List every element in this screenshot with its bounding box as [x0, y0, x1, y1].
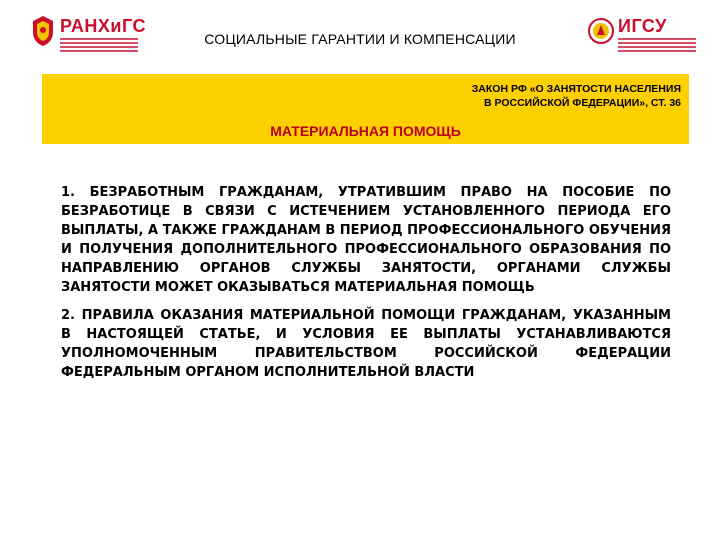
ranepa-emblem-icon	[30, 14, 56, 48]
section-banner	[42, 74, 689, 144]
paragraph-1: 1. БЕЗРАБОТНЫМ ГРАЖДАНАМ, УТРАТИВШИМ ПРАВО НА ПОСОБИЕ ПО БЕЗРАБОТИЦЕ В СВЯЗИ С ИСТЕЧЕНИЕМ УСТАНОВЛЕННОГО ПЕРИОДА ЕГО ВЫПЛАТЫ, А ТАКЖЕ ГРАЖДАНАМ В ПЕРИОД ПРОФЕССИОНАЛЬНОГО ОБУЧЕНИЯ И ПОЛУЧЕНИЯ ДОПОЛНИТЕЛЬНОГО ПРОФЕССИОНАЛЬНОГО ОБРАЗОВАНИЯ ПО НАПРАВЛЕНИЮ ОРГАНОВ СЛУЖБЫ ЗАНЯТОСТИ, ОРГАНАМИ СЛУЖБЫ ЗАНЯТОСТИ МОЖЕТ ОКАЗЫВАТЬСЯ МАТЕРИАЛЬНАЯ ПОМОЩЬ	[61, 185, 671, 295]
paragraph-2: 2. ПРАВИЛА ОКАЗАНИЯ МАТЕРИАЛЬНОЙ ПОМОЩИ ГРАЖДАНАМ, УКАЗАННЫМ В НАСТОЯЩЕЙ СТАТЬЕ, И УСЛОВИЯ ЕЕ ВЫПЛАТЫ УСТАНАВЛИВАЮТСЯ УПОЛНОМОЧЕННЫМ ПРАВИТЕЛЬСТВОМ РОССИЙСКОЙ ФЕДЕРАЦИИ ФЕДЕРАЛЬНЫМ ОРГАНОМ ИСПОЛНИТЕЛЬНОЙ ВЛАСТИ	[61, 308, 671, 380]
igsu-logo-subtitle	[618, 38, 696, 54]
section-title: МАТЕРИАЛЬНАЯ ПОМОЩЬ	[270, 123, 461, 139]
article-body	[61, 183, 671, 391]
page-title: СОЦИАЛЬНЫЕ ГАРАНТИИ И КОМПЕНСАЦИИ	[204, 31, 516, 47]
law-reference-line-1: ЗАКОН РФ «О ЗАНЯТОСТИ НАСЕЛЕНИЯ	[471, 83, 681, 95]
ranepa-logo	[30, 12, 146, 58]
law-reference	[472, 82, 681, 110]
igsu-emblem-icon	[588, 14, 614, 48]
ranepa-logo-subtitle	[60, 38, 138, 54]
law-reference-line-2: В РОССИЙСКОЙ ФЕДЕРАЦИИ», СТ. 36	[483, 97, 681, 109]
igsu-logo-text: ИГСУ	[618, 16, 667, 36]
igsu-logo	[588, 12, 698, 58]
ranepa-logo-text: РАНХиГС	[60, 16, 146, 36]
slide-header	[0, 0, 720, 70]
